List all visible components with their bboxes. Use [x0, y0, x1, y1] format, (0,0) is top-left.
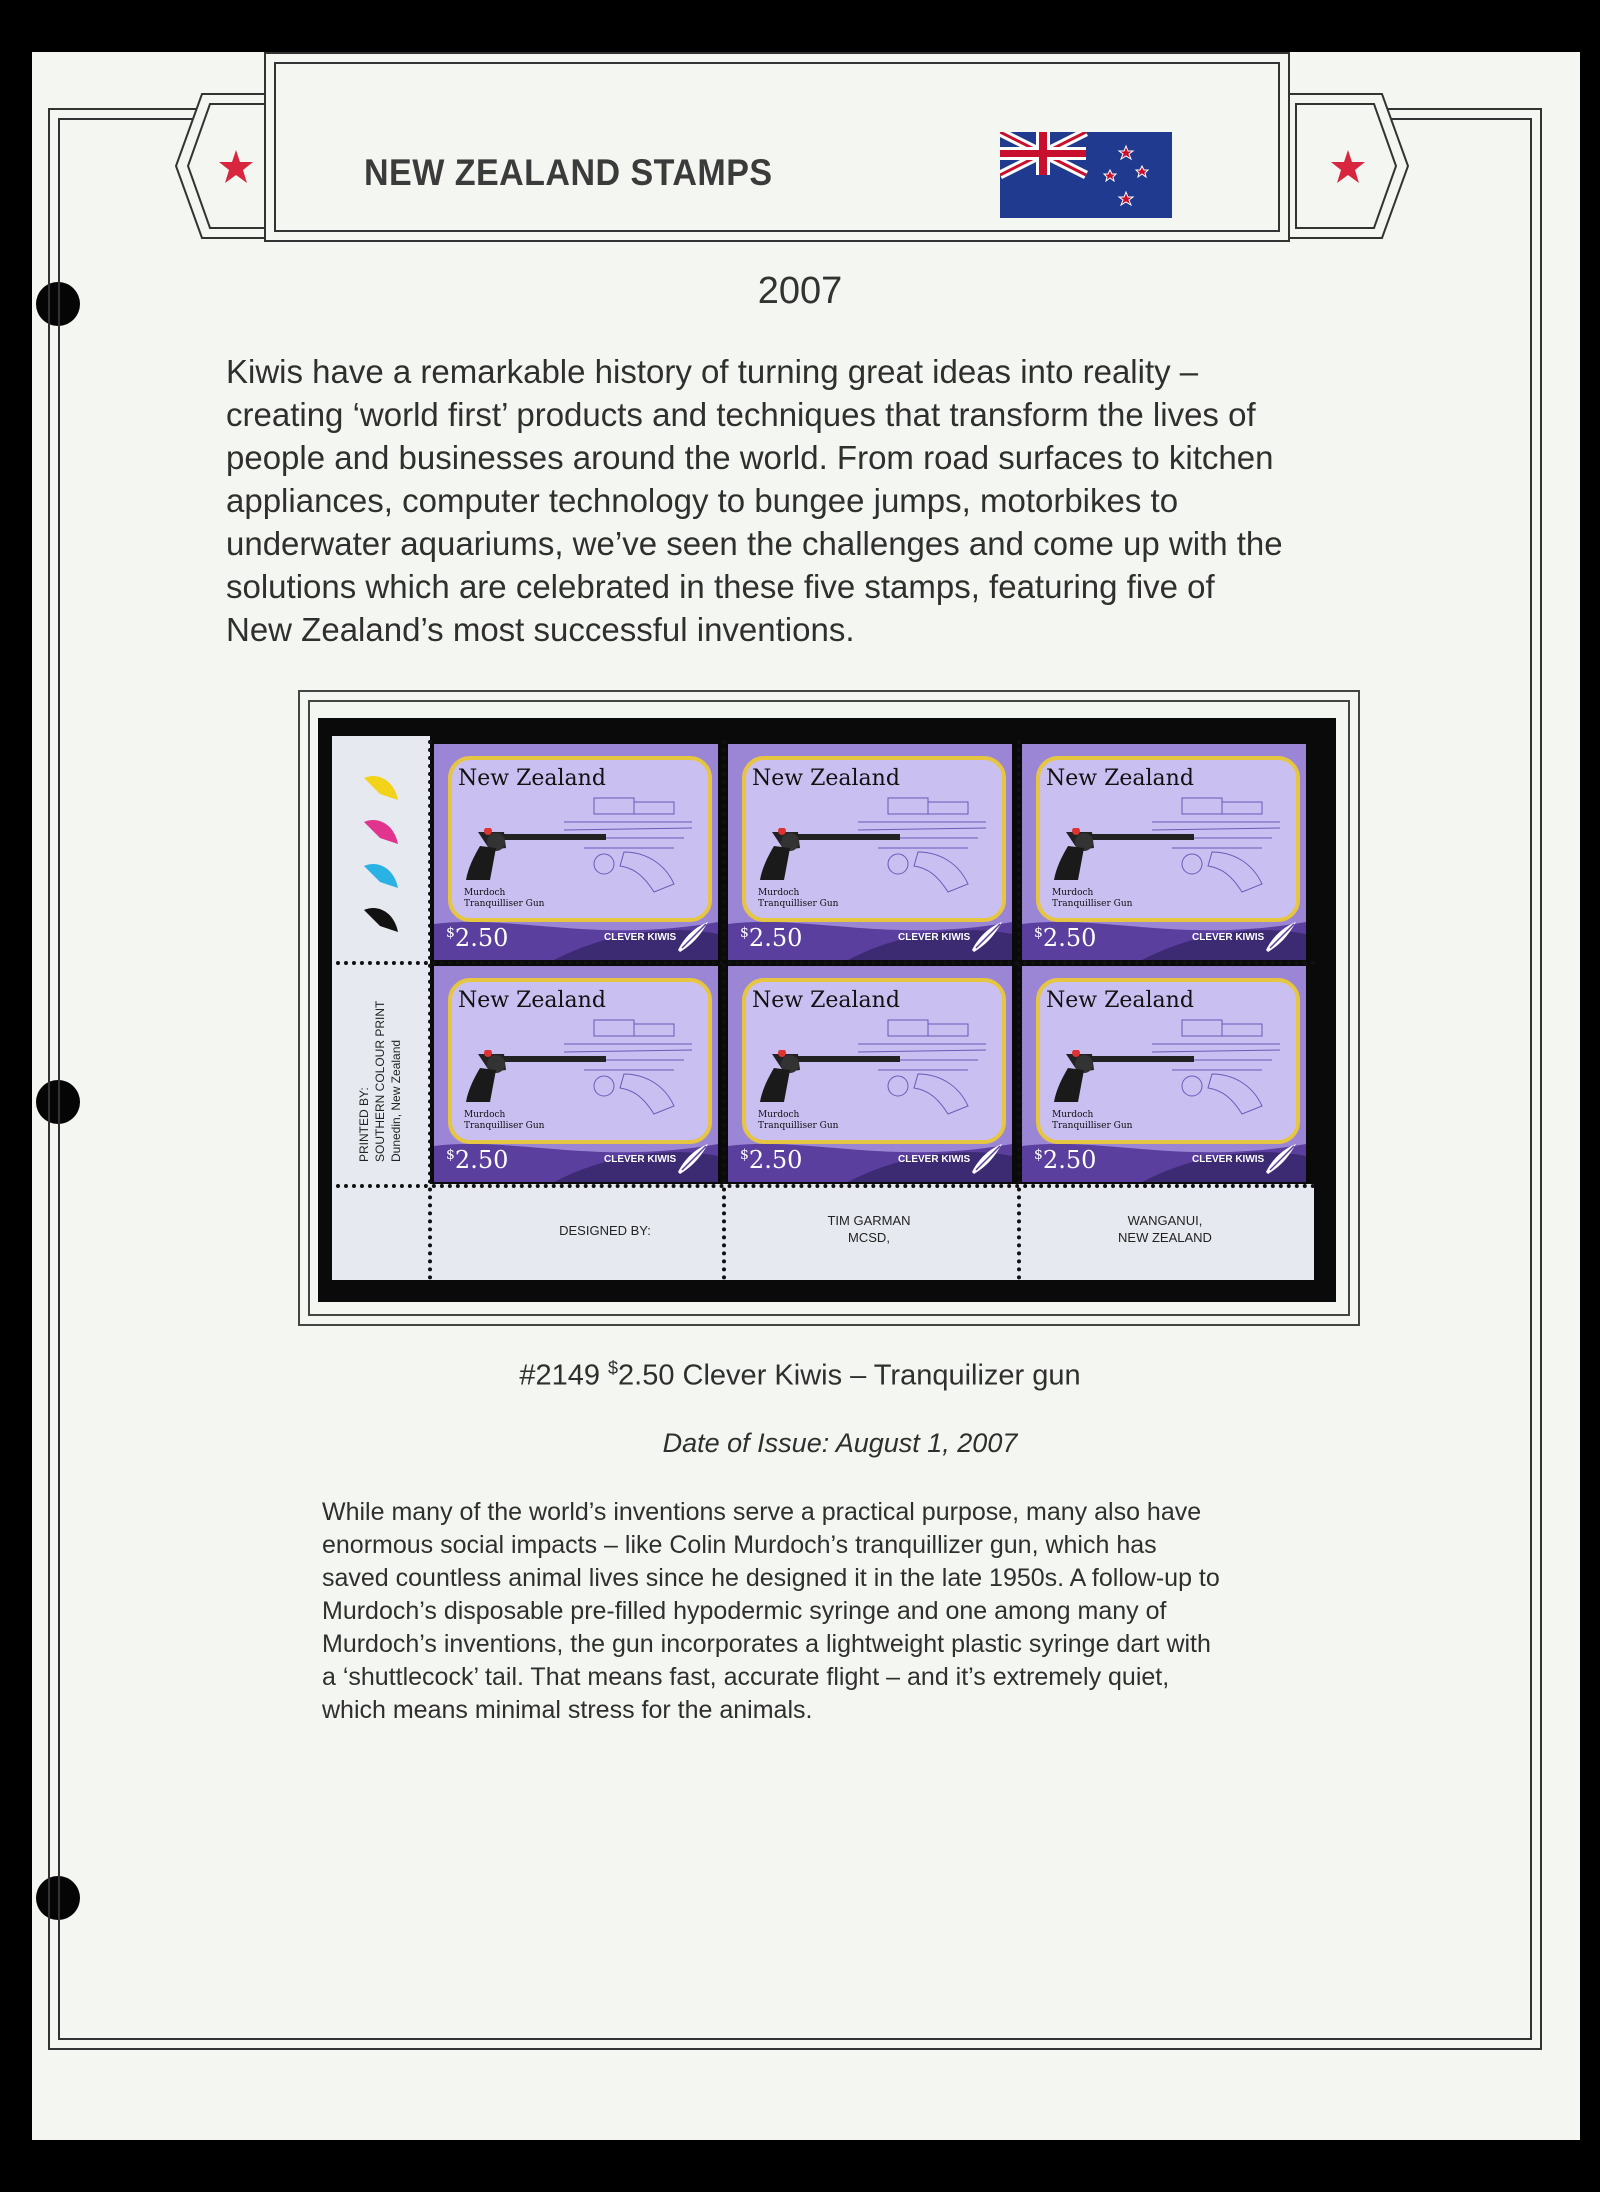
stamp-value: $2.50: [740, 1146, 803, 1174]
stamp-series-name: CLEVER KIWIS: [898, 1154, 971, 1165]
stamp-value: $2.50: [1034, 1146, 1097, 1174]
stamp-country: New Zealand: [458, 988, 606, 1013]
stamp-value: $2.50: [1034, 924, 1097, 952]
description-line: Murdoch’s inventions, the gun incorporates a lightweight plastic syringe dart with: [322, 1630, 1211, 1658]
stamp-country: New Zealand: [752, 766, 900, 791]
year-heading: 2007: [757, 270, 843, 312]
ink-marker-cyan: [364, 864, 398, 888]
new-zealand-flag-icon: [1000, 132, 1172, 218]
description-line: Murdoch’s disposable pre-filled hypodermic syringe and one among many of: [322, 1597, 1167, 1625]
tranquilliser-gun-icon: [460, 828, 610, 884]
header-right-badge: [1282, 90, 1412, 242]
stamp-country: New Zealand: [1046, 988, 1194, 1013]
stamp-country: New Zealand: [752, 988, 900, 1013]
stamp-value: $2.50: [446, 1146, 509, 1174]
stamp-subject: Murdoch Tranquilliser Gun: [758, 888, 839, 909]
stamp-caption: #2149 $2.50 Clever Kiwis – Tranquilizer gun: [519, 1358, 1081, 1392]
stamp: [434, 744, 718, 960]
stamp-subject: Murdoch Tranquilliser Gun: [464, 1110, 545, 1131]
stamp: [1022, 966, 1306, 1182]
stamp-series-name: CLEVER KIWIS: [604, 932, 677, 943]
tranquilliser-gun-icon: [460, 1050, 610, 1106]
intro-line: New Zealand’s most successful inventions.: [226, 611, 855, 648]
ink-marker-black: [364, 908, 398, 932]
ink-marker-magenta: [364, 820, 398, 844]
designed-by-label: DESIGNED BY:: [559, 1223, 651, 1238]
stamp-subject: Murdoch Tranquilliser Gun: [1052, 888, 1133, 909]
description-line: a ‘shuttlecock’ tail. That means fast, accurate flight – and it’s extremely quiet,: [322, 1663, 1170, 1691]
fern-icon: [1264, 920, 1298, 954]
stamp-series-name: CLEVER KIWIS: [1192, 932, 1265, 943]
designer-name: TIM GARMAN MCSD,: [827, 1213, 911, 1245]
date-of-issue: Date of Issue: August 1, 2007: [662, 1428, 1018, 1458]
intro-paragraph: [226, 350, 1426, 651]
description-line: saved countless animal lives since he designed it in the late 1950s. A follow-up to: [322, 1564, 1220, 1592]
perforation-row: [336, 1184, 1316, 1188]
intro-line: people and businesses around the world. From road surfaces to kitchen: [226, 439, 1274, 476]
description-line: While many of the world’s inventions serve a practical purpose, many also have: [322, 1498, 1202, 1526]
fern-icon: [1264, 1142, 1298, 1176]
stamp-subject: Murdoch Tranquilliser Gun: [464, 888, 545, 909]
stamp-country: New Zealand: [1046, 766, 1194, 791]
tranquilliser-gun-icon: [1048, 828, 1198, 884]
tranquilliser-gun-icon: [754, 1050, 904, 1106]
fern-icon: [676, 1142, 710, 1176]
printer-imprint: PRINTED BY: SOUTHERN COLOUR PRINT Dunedin, New Zealand: [357, 1000, 403, 1162]
stamp-subject: Murdoch Tranquilliser Gun: [758, 1110, 839, 1131]
intro-line: Kiwis have a remarkable history of turning great ideas into reality –: [226, 353, 1199, 390]
fern-icon: [970, 920, 1004, 954]
designer-location: WANGANUI, NEW ZEALAND: [1118, 1213, 1212, 1245]
description-line: enormous social impacts – like Colin Murdoch’s tranquillizer gun, which has: [322, 1531, 1157, 1559]
description-paragraph: [322, 1496, 1402, 1727]
stamp-country: New Zealand: [458, 766, 606, 791]
stamp: [728, 744, 1012, 960]
stamp: [1022, 744, 1306, 960]
stamp-value: $2.50: [740, 924, 803, 952]
intro-line: appliances, computer technology to bungee jumps, motorbikes to: [226, 482, 1179, 519]
perforation-column: [1017, 740, 1021, 1280]
stamp-series-name: CLEVER KIWIS: [898, 932, 971, 943]
stamp-value: $2.50: [446, 924, 509, 952]
fern-icon: [970, 1142, 1004, 1176]
intro-line: creating ‘world first’ products and techniques that transform the lives of: [226, 396, 1256, 433]
stamp: [728, 966, 1012, 1182]
tranquilliser-gun-icon: [754, 828, 904, 884]
intro-line: solutions which are celebrated in these five stamps, featuring five of: [226, 568, 1215, 605]
fern-icon: [676, 920, 710, 954]
stamp-subject: Murdoch Tranquilliser Gun: [1052, 1110, 1133, 1131]
description-line: which means minimal stress for the animals.: [322, 1696, 813, 1724]
stamp: [434, 966, 718, 1182]
ink-color-markers: [358, 770, 408, 950]
intro-line: underwater aquariums, we’ve seen the challenges and come up with the: [226, 525, 1283, 562]
stamp-series-name: CLEVER KIWIS: [1192, 1154, 1265, 1165]
tranquilliser-gun-icon: [1048, 1050, 1198, 1106]
perforation-row: [336, 961, 1316, 965]
ink-marker-yellow: [364, 776, 398, 800]
perforation-column: [428, 740, 432, 1280]
perforation-column: [722, 740, 726, 1280]
stamp-series-name: CLEVER KIWIS: [604, 1154, 677, 1165]
page-title: NEW ZEALAND STAMPS: [364, 152, 773, 193]
